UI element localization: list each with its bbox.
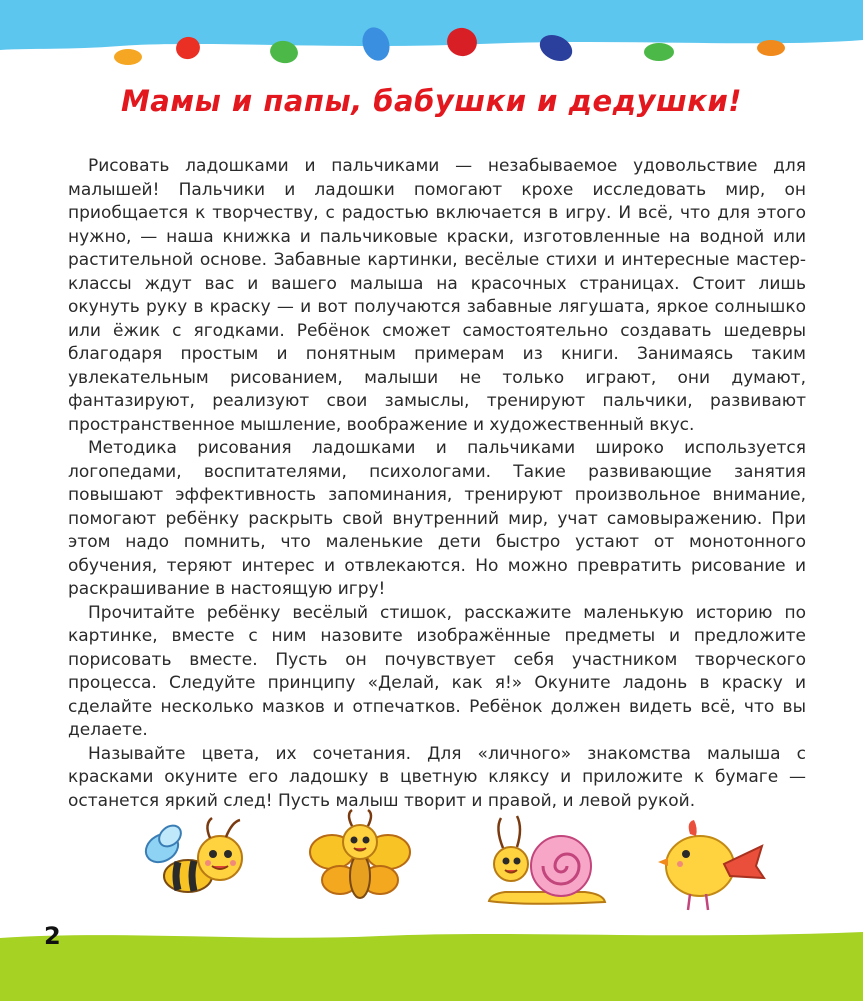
paragraph-2: Методика рисования ладошками и пальчиками широко используется логопедами, воспитателями, психологами. Такие развивающие занятия повышают эффективность запоминания, тренируют произвольное внимание, помогают ребёнку раскрыть свой внутренний мир, учат самовыражению. При этом надо помнить, что маленькие дети быстро устают от монотонного обучения, теряют интерес и отвлекаются. Но можно превратить рисование и раскрашивание в настоящую игру! bbox=[68, 438, 806, 599]
snail-icon bbox=[489, 816, 605, 904]
paint-dot-green2 bbox=[644, 43, 674, 61]
paint-dot-blue bbox=[358, 24, 394, 65]
page-number: 2 bbox=[44, 922, 61, 950]
bird-icon bbox=[658, 820, 764, 910]
paint-dots bbox=[0, 0, 863, 80]
paint-dot-green bbox=[268, 39, 299, 66]
paint-dot-orange2 bbox=[757, 40, 785, 56]
paint-dot-navy bbox=[536, 30, 577, 66]
body-text bbox=[68, 155, 806, 813]
paint-dot-orange bbox=[114, 49, 142, 65]
paragraph-1: Рисовать ладошками и пальчиками — незабываемое удовольствие для малышей! Пальчики и ладошки помогают крохе исследовать мир, он приобщается к творчеству, с радостью включается в игру. И всё, что для этого нужно, — наша книжка и пальчиковые краски, изготовленные на водной или растительной основе. Забавные картинки, весёлые стихи и интересные мастер-классы ждут вас и вашего малыша на красочных страницах. Стоит лишь окунуть руку в краску — и вот получаются забавные лягушата, яркое солнышко или ёжик с ягодками. Ребёнок сможет самостоятельно создавать шедевры благодаря простым и понятным примерам из книги. Занимаясь таким увлекательным рисованием, малыши не только играют, они думают, фантазируют, реализуют свои замыслы, тренируют пальчики, развивают пространственное мышление, воображение и художественный вкус. bbox=[68, 156, 806, 435]
illustrations bbox=[130, 806, 770, 916]
paint-dot-red2 bbox=[444, 25, 480, 60]
paragraph-3: Прочитайте ребёнку весёлый стишок, расскажите маленькую историю по картинке, вместе с ним назовите изображённые предметы и предложите порисовать вместе. Пусть он почувствует себя участником творческого процесса. Следуйте принципу «Делай, как я!» Окуните ладонь в краску и сделайте несколько мазков и отпечатков. Ребёнок должен видеть всё, что вы делаете. bbox=[68, 602, 806, 740]
paragraph-4: Называйте цвета, их сочетания. Для «личного» знакомства малыша с красками окуните его ладошку в цветную кляксу и приложите к бумаге — останется яркий след! Пусть малыш творит и правой, и левой рукой. bbox=[68, 743, 806, 811]
butterfly-icon bbox=[310, 810, 410, 898]
bee-icon bbox=[141, 818, 242, 892]
page-title: Мамы и папы, бабушки и дедушки! bbox=[120, 84, 743, 118]
paint-dot-red bbox=[174, 34, 203, 61]
